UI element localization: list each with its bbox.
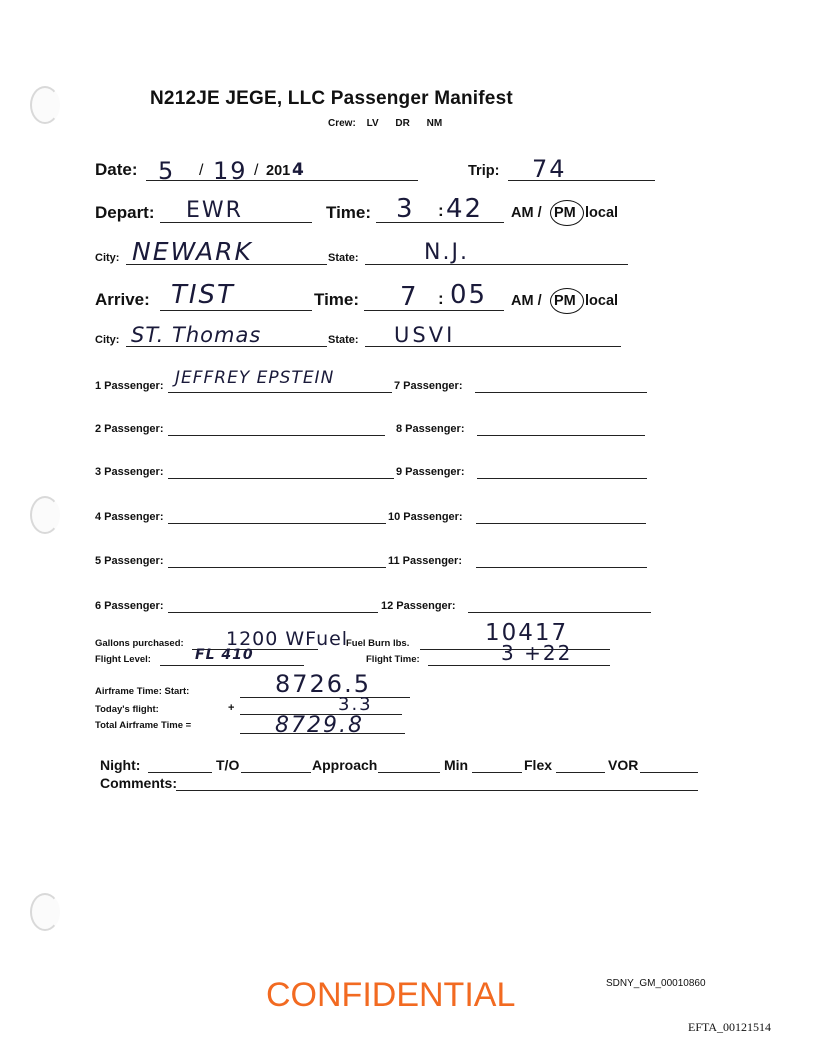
passenger-11-line xyxy=(476,567,647,568)
date-month: 5 xyxy=(158,157,176,185)
passenger-9-line xyxy=(477,478,647,479)
airframe-start-value: 8726.5 xyxy=(275,670,371,698)
flight-time-label: Flight Time: xyxy=(366,654,420,665)
date-sep2: / xyxy=(254,162,259,179)
arrive-state-label: State: xyxy=(328,334,359,346)
passenger-12-label: 12 Passenger: xyxy=(381,600,456,612)
arrive-minute: 05 xyxy=(450,280,488,310)
arrive-hour: 7 xyxy=(400,282,419,312)
date-year-handwritten: 4 xyxy=(292,160,306,180)
todays-flight-value: 3.3 xyxy=(338,694,373,715)
passenger-2-line xyxy=(168,435,385,436)
gallons-value: 1200 WFuel xyxy=(226,628,349,650)
depart-hour: 3 xyxy=(396,194,415,224)
depart-local: local xyxy=(585,205,619,221)
depart-am: AM / xyxy=(511,205,542,221)
flex-line xyxy=(556,772,605,773)
arrive-pm: PM xyxy=(554,293,576,309)
passenger-3-label: 3 Passenger: xyxy=(95,466,164,478)
passenger-5-label: 5 Passenger: xyxy=(95,555,164,567)
airframe-start-label: Airframe Time: Start: xyxy=(95,686,190,697)
passenger-4-label: 4 Passenger: xyxy=(95,511,164,523)
passenger-12-line xyxy=(468,612,651,613)
gallons-label: Gallons purchased: xyxy=(95,638,184,649)
fuel-burn-value: 10417 xyxy=(485,620,569,646)
depart-state-line xyxy=(365,264,628,265)
night-line xyxy=(148,772,212,773)
arrive-value: TIST xyxy=(171,280,235,310)
night-label: Night: xyxy=(100,757,141,773)
arrive-city-label: City: xyxy=(95,334,120,346)
passenger-6-label: 6 Passenger: xyxy=(95,600,164,612)
vor-line xyxy=(640,772,698,773)
flight-time-value: 3 +22 xyxy=(501,641,573,665)
passenger-4-line xyxy=(168,523,386,524)
flight-time-line xyxy=(428,665,610,666)
confidential-stamp: CONFIDENTIAL xyxy=(266,976,516,1014)
approach-label: Approach xyxy=(312,757,378,773)
passenger-9-label: 9 Passenger: xyxy=(396,466,465,478)
passenger-11-label: 11 Passenger: xyxy=(388,555,462,567)
trip-value: 74 xyxy=(532,155,567,183)
passenger-8-line xyxy=(477,435,645,436)
todays-flight-plus: + xyxy=(228,702,235,714)
arrive-am: AM / xyxy=(511,293,542,309)
depart-minute: 42 xyxy=(446,194,484,224)
arrive-label: Arrive: xyxy=(95,290,150,309)
trip-label: Trip: xyxy=(468,163,500,179)
arrive-local: local xyxy=(585,293,619,309)
passenger-3-line xyxy=(168,478,394,479)
arrive-time-line xyxy=(364,310,504,311)
arrive-pm-circle xyxy=(550,288,584,314)
passenger-1-line xyxy=(168,392,392,393)
date-label: Date: xyxy=(95,160,138,179)
approach-line xyxy=(378,772,440,773)
depart-time-label: Time: xyxy=(326,203,372,222)
to-line xyxy=(241,772,311,773)
passenger-5-line xyxy=(168,567,386,568)
flex-label: Flex xyxy=(524,757,553,773)
crew-lv: LV xyxy=(366,118,379,129)
arrive-line xyxy=(160,310,312,311)
passenger-10-label: 10 Passenger: xyxy=(388,511,463,523)
depart-state-label: State: xyxy=(328,252,359,264)
arrive-city-value: ST. Thomas xyxy=(131,323,262,347)
arrive-colon: : xyxy=(438,289,444,308)
to-label: T/O xyxy=(216,757,240,773)
crew-dr: DR xyxy=(395,118,410,129)
crew-label: Crew: xyxy=(328,118,356,129)
manifest-title: N212JE JEGE, LLC Passenger Manifest xyxy=(150,88,513,109)
comments-label: Comments: xyxy=(100,775,178,791)
passenger-2-label: 2 Passenger: xyxy=(95,423,164,435)
binder-hole-middle xyxy=(30,496,60,534)
date-day: 19 xyxy=(213,157,248,185)
arrive-time-label: Time: xyxy=(314,290,360,309)
depart-pm-circle xyxy=(550,200,584,226)
fuel-burn-label: Fuel Burn lbs. xyxy=(346,638,410,649)
efta-number: EFTA_00121514 xyxy=(688,1020,772,1034)
total-airframe-value: 8729.8 xyxy=(275,713,364,738)
depart-state-value: N.J. xyxy=(424,240,469,265)
depart-city-label: City: xyxy=(95,252,120,264)
binder-hole-top xyxy=(30,86,60,124)
passenger-1-label: 1 Passenger: xyxy=(95,380,164,392)
trip-line xyxy=(508,180,655,181)
arrive-state-value: USVI xyxy=(394,323,456,347)
comments-line xyxy=(176,790,698,791)
passenger-7-label: 7 Passenger: xyxy=(394,380,463,392)
passenger-6-line xyxy=(168,612,378,613)
passenger-1-value: JEFFREY EPSTEIN xyxy=(175,368,335,388)
crew-nm: NM xyxy=(426,118,443,129)
depart-pm: PM xyxy=(554,205,576,221)
total-airframe-label: Total Airframe Time = xyxy=(95,720,192,731)
depart-value: EWR xyxy=(186,198,243,223)
todays-flight-label: Today's flight: xyxy=(95,704,159,715)
depart-city-value: NEWARK xyxy=(132,237,253,266)
flight-level-label: Flight Level: xyxy=(95,654,151,665)
depart-colon: : xyxy=(438,201,444,220)
bates-number: SDNY_GM_00010860 xyxy=(606,978,706,989)
date-line xyxy=(146,180,418,181)
passenger-7-line xyxy=(475,392,647,393)
crew-row xyxy=(328,118,442,129)
depart-label: Depart: xyxy=(95,203,155,222)
flight-level-line xyxy=(160,665,304,666)
passenger-10-line xyxy=(476,523,646,524)
date-year-printed: 201 xyxy=(266,163,291,179)
min-label: Min xyxy=(444,757,469,773)
date-sep1: / xyxy=(199,162,204,179)
flight-level-value: FL 410 xyxy=(195,647,254,663)
passenger-8-label: 8 Passenger: xyxy=(396,423,465,435)
min-line xyxy=(472,772,522,773)
vor-label: VOR xyxy=(608,757,639,773)
binder-hole-bottom xyxy=(30,893,60,931)
